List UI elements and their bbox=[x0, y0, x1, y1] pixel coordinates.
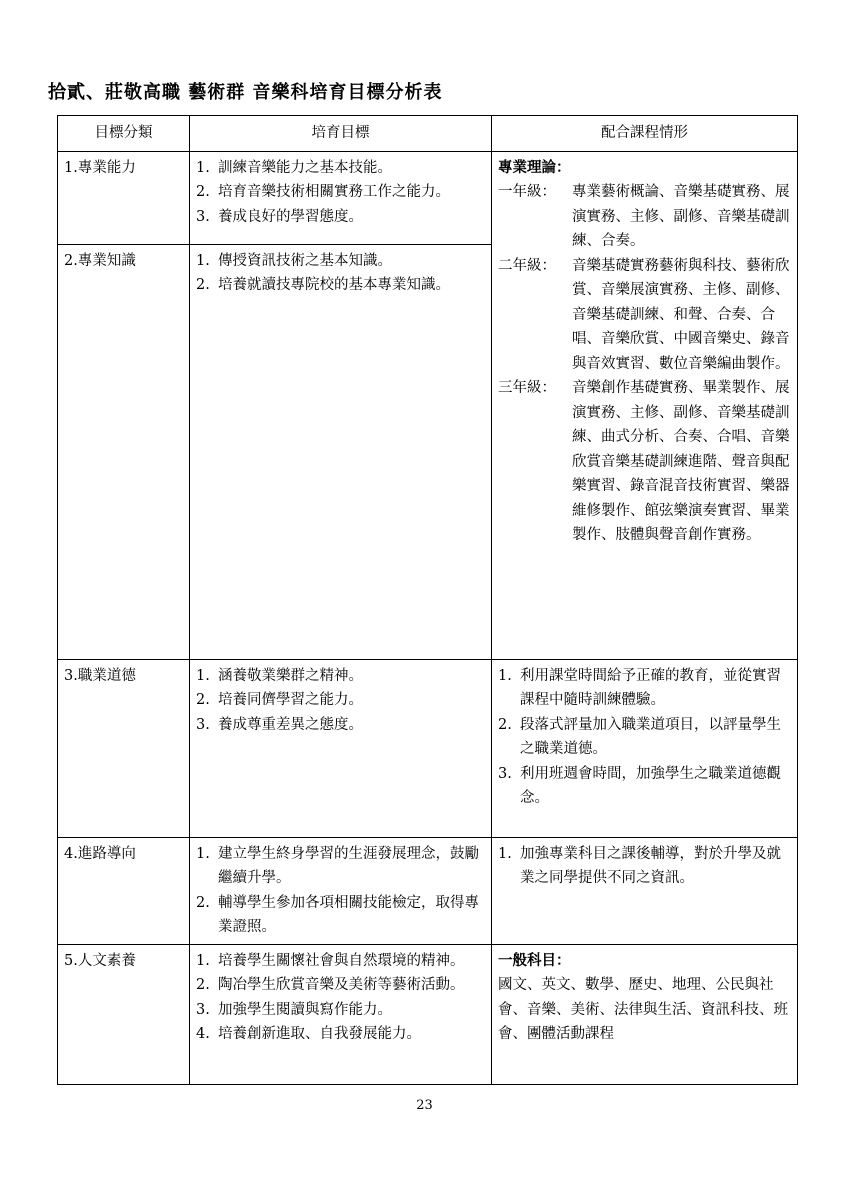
list-item: 3. 加強學生閱讀與寫作能力。 bbox=[196, 1001, 392, 1018]
table-row bbox=[58, 837, 798, 944]
general-subjects-text: 國文、英文、數學、歷史、地理、公民與社會、音樂、美術、法律與生活、資訊科技、班會、團體活動課程 bbox=[498, 977, 788, 1042]
list-item: 1. 加強專業科目之課後輔導，對於升學及就業之同學提供不同之資訊。 bbox=[498, 845, 781, 886]
list-item: 2. 培養就讀技專院校的基本專業知識。 bbox=[196, 277, 450, 293]
table-header-row bbox=[58, 116, 798, 152]
header-goals: 培育目標 bbox=[190, 116, 492, 152]
list-item: 1. 訓練音樂能力之基本技能。 bbox=[196, 159, 392, 176]
goals-analysis-table bbox=[57, 115, 798, 1085]
grade-entry: 三年級： 音樂創作基礎實務、畢業製作、展演實務、主修、副修、音樂基礎訓練、曲式分析、合奏、合唱、音樂欣賞音樂基礎訓練進階、聲音與配樂實習、錄音混音技術實習、樂器維修製作、館弦樂演奏實習、畢業製作、肢體與聲音創作實務。 bbox=[498, 380, 790, 543]
header-category: 目標分類 bbox=[58, 116, 190, 152]
list-item: 1. 涵養敬業樂群之精神。 bbox=[196, 667, 363, 684]
page-title: 拾貳、莊敬高職 藝術群 音樂科培育目標分析表 bbox=[48, 82, 443, 103]
career-courses-cell bbox=[492, 837, 798, 944]
list-item: 2. 培養同儕學習之能力。 bbox=[196, 692, 363, 708]
ethics-courses-cell bbox=[492, 659, 798, 837]
table-row bbox=[58, 151, 798, 244]
list-item: 1. 利用課堂時間給予正確的教育，並從實習課程中隨時訓練體驗。 bbox=[498, 667, 781, 708]
table-row bbox=[58, 659, 798, 837]
goals-cell bbox=[190, 837, 492, 944]
list-item: 3. 養成良好的學習態度。 bbox=[196, 208, 363, 225]
general-subjects-title: 一般科目： bbox=[498, 951, 571, 969]
header-courses: 配合課程情形 bbox=[492, 116, 798, 152]
general-courses-cell bbox=[492, 944, 798, 1084]
list-item: 2. 輔導學生參加各項相關技能檢定，取得專業證照。 bbox=[196, 894, 479, 935]
category-cell: 5.人文素養 bbox=[58, 944, 190, 1084]
page-number: 23 bbox=[416, 1098, 433, 1113]
professional-courses-cell bbox=[492, 151, 798, 659]
grade-entry: 二年級： 音樂基礎實務藝術與科技、藝術欣賞、音樂展演實務、主修、副修、音樂基礎訓練、和聲、合奏、合唱、音樂欣賞、中國音樂史、錄音與音效實習、數位音樂編曲製作。 bbox=[498, 257, 790, 372]
list-item: 2. 段落式評量加入職業道項目，以評量學生之職業道德。 bbox=[498, 716, 781, 757]
professional-theory-title: 專業理論： bbox=[498, 158, 571, 176]
list-item: 4. 培養創新進取、自我發展能力。 bbox=[196, 1026, 421, 1042]
grade-entry: 一年級： 專業藝術概論、音樂基礎實務、展演實務、主修、副修、音樂基礎訓練、合奏。 bbox=[498, 184, 790, 249]
list-item: 1. 建立學生終身學習的生涯發展理念，鼓勵繼續升學。 bbox=[196, 845, 479, 886]
category-cell: 2.專業知識 bbox=[58, 244, 190, 659]
category-cell: 1.專業能力 bbox=[58, 151, 190, 244]
list-item: 2. 陶冶學生欣賞音樂及美術等藝術活動。 bbox=[196, 977, 465, 993]
list-item: 3. 利用班週會時間，加強學生之職業道德觀念。 bbox=[498, 765, 781, 806]
category-cell: 3.職業道德 bbox=[58, 659, 190, 837]
list-item: 2. 培育音樂技術相關實務工作之能力。 bbox=[196, 184, 450, 200]
goals-cell bbox=[190, 151, 492, 244]
list-item: 1. 傳授資訊技術之基本知識。 bbox=[196, 252, 392, 269]
category-cell: 4.進路導向 bbox=[58, 837, 190, 944]
list-item: 3. 養成尊重差異之態度。 bbox=[196, 716, 363, 733]
goals-cell bbox=[190, 944, 492, 1084]
goals-cell bbox=[190, 659, 492, 837]
goals-cell bbox=[190, 244, 492, 659]
table-row bbox=[58, 944, 798, 1084]
list-item: 1. 培養學生關懷社會與自然環境的精神。 bbox=[196, 952, 465, 969]
